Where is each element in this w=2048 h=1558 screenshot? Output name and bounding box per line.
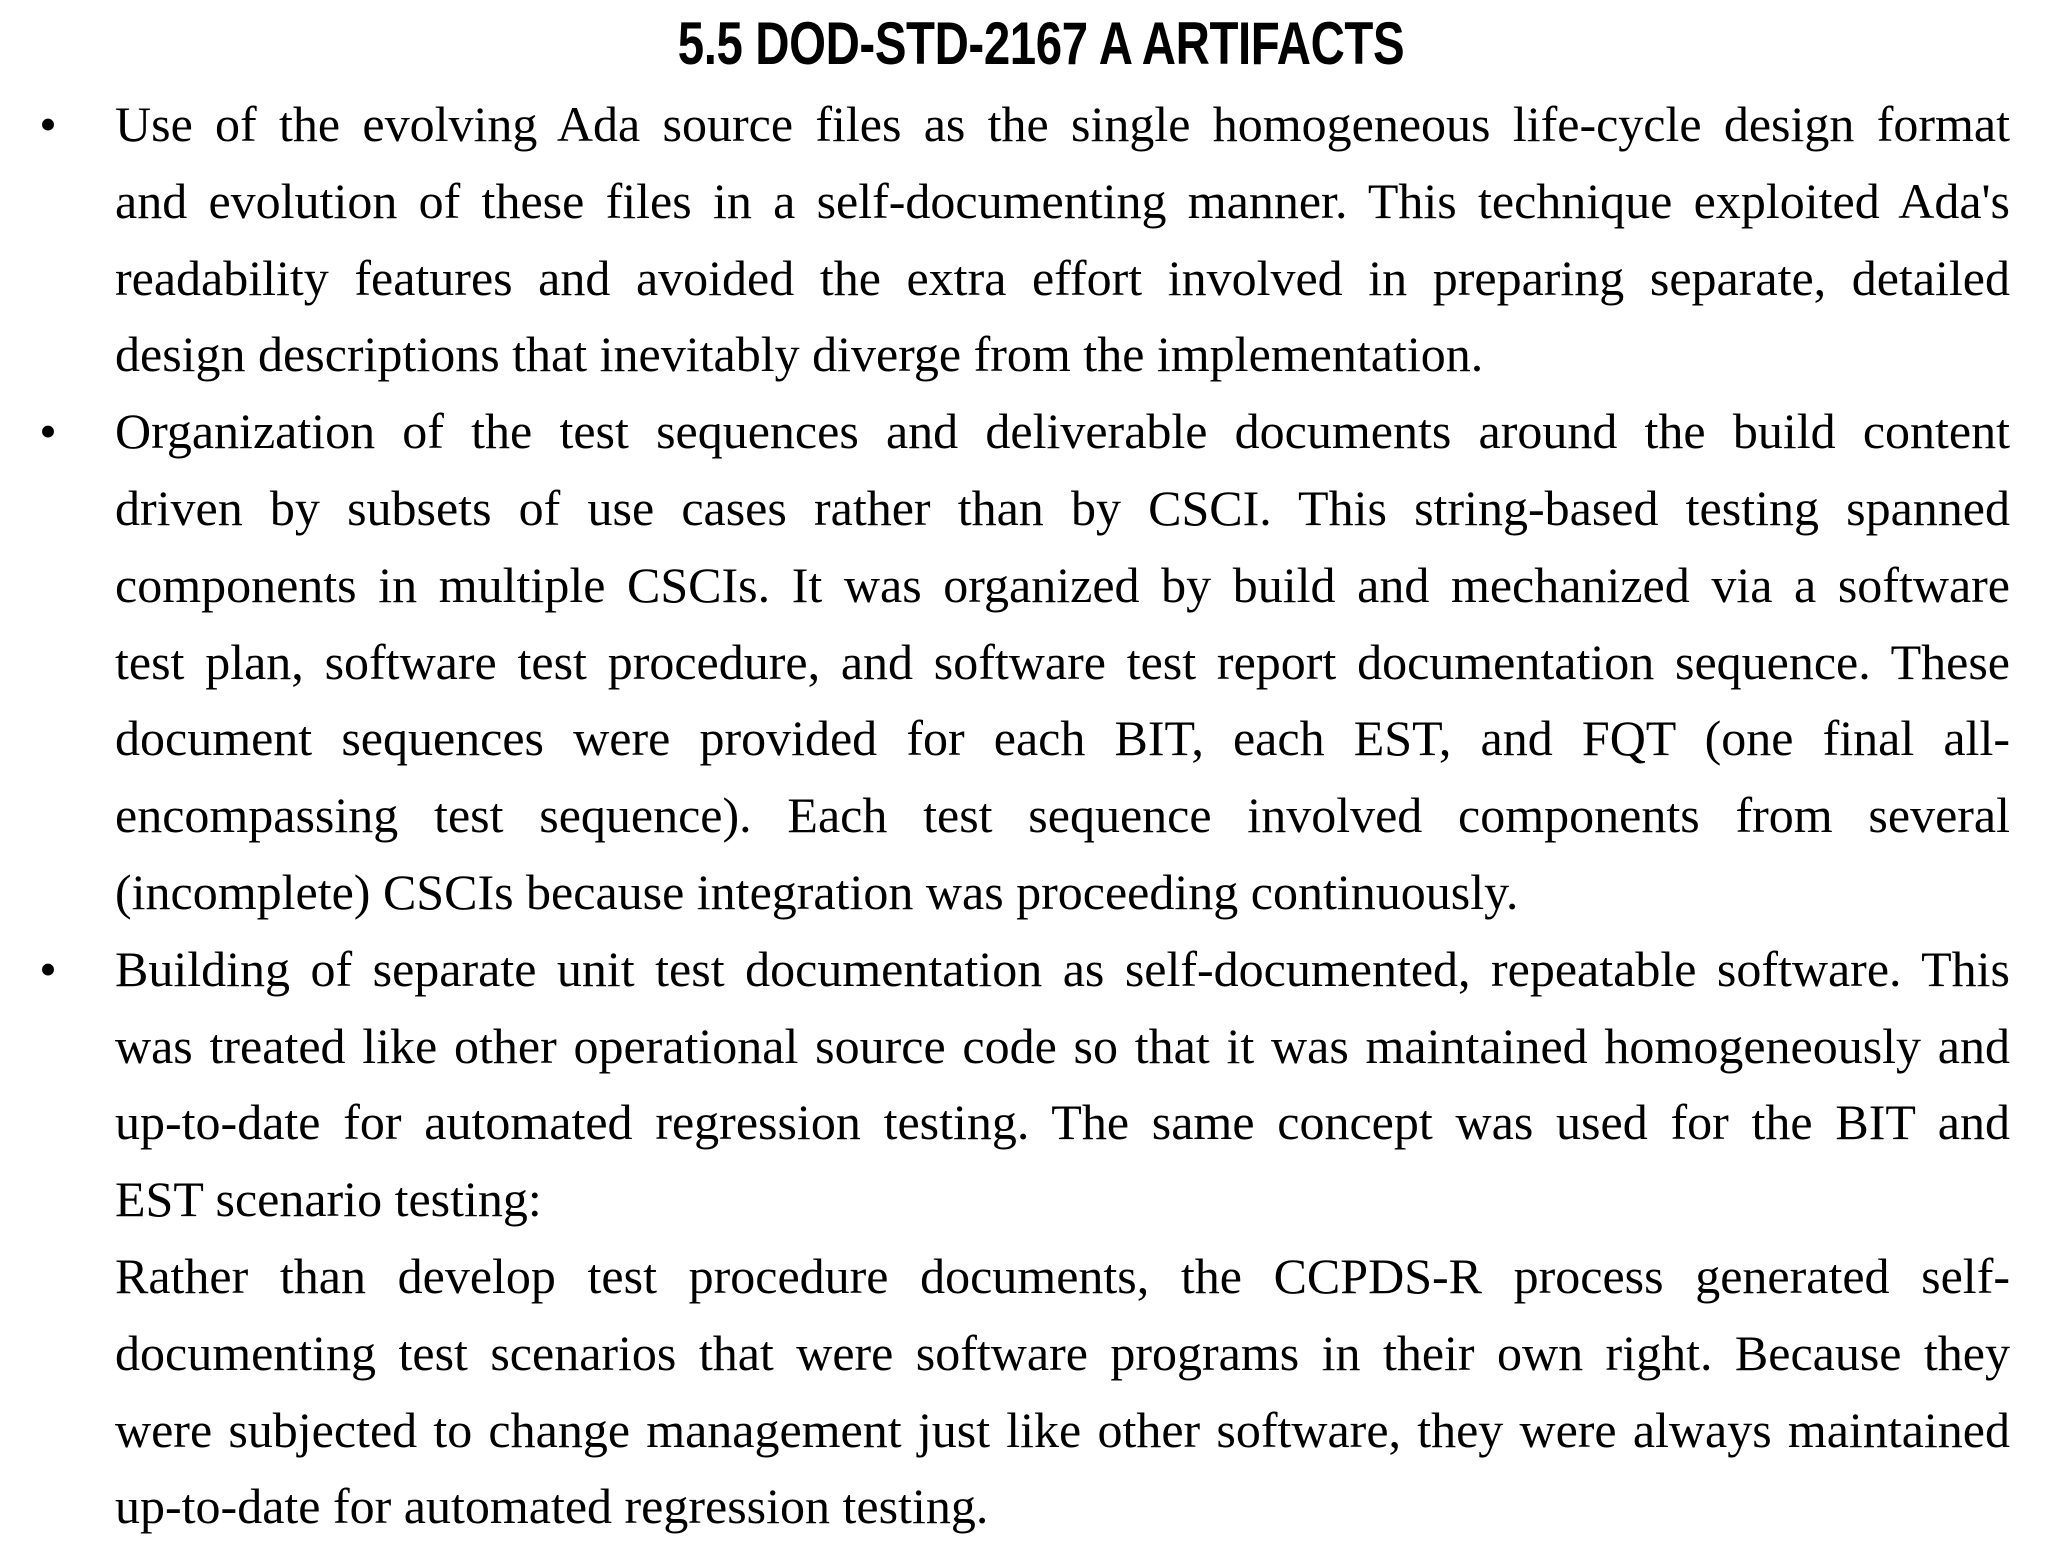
paragraph-1-line-3: readability features and avoided the extra effort involved in preparing separate, detailed: [115, 249, 2010, 306]
paragraph-2-line-5: document sequences were provided for each BIT, each EST, and FQT (one final all-: [115, 710, 2010, 767]
paragraph-2-line-3: components in multiple CSCIs. It was organized by build and mechanized via a software: [115, 556, 2010, 613]
bullet-icon: •: [39, 403, 57, 460]
paragraph-3-line-3: up-to-date for automated regression testing. The same concept was used for the BIT and: [115, 1094, 2010, 1151]
paragraph-2-line-2: driven by subsets of use cases rather than by CSCI. This string-based testing spanned: [115, 480, 2010, 536]
paragraph-3-line-1: Building of separate unit test documentation as self-documented, repeatable software. This: [115, 940, 2010, 997]
paragraph-4-line-2: documenting test scenarios that were software programs in their own right. Because they: [115, 1324, 2010, 1381]
paragraph-2-line-6: encompassing test sequence). Each test sequence involved components from several: [115, 787, 2010, 844]
slide-title: 5.5 DOD-STD-2167 A ARTIFACTS: [677, 10, 1405, 77]
paragraph-1-line-4: design descriptions that inevitably diverge from the implementation.: [115, 326, 1484, 383]
paragraph-2-line-4: test plan, software test procedure, and software test report documentation sequence. These: [115, 633, 2010, 690]
paragraph-2-line-1: Organization of the test sequences and deliverable documents around the build content: [115, 403, 2010, 460]
paragraph-1-line-2: and evolution of these files in a self-documenting manner. This technique exploited Ada's: [115, 172, 2010, 229]
title-container: [0, 0, 2048, 80]
paragraph-3-line-2: was treated like other operational source code so that it was maintained homogeneously and: [115, 1017, 2010, 1074]
bullet-icon: •: [39, 940, 57, 997]
paragraph-1-line-1: Use of the evolving Ada source files as the single homogeneous life-cycle design format: [115, 96, 2010, 152]
paragraph-2-line-7: (incomplete) CSCIs because integration was proceeding continuously.: [115, 864, 1519, 920]
paragraph-4-line-4: up-to-date for automated regression testing.: [115, 1478, 989, 1535]
paragraph-4-line-1: Rather than develop test procedure documents, the CCPDS-R process generated self-: [115, 1248, 2010, 1304]
paragraph-3-line-4: EST scenario testing:: [115, 1171, 542, 1228]
paragraph-4-line-3: were subjected to change management just like other software, they were always maintained: [115, 1401, 2010, 1458]
bullet-icon: •: [39, 96, 57, 152]
